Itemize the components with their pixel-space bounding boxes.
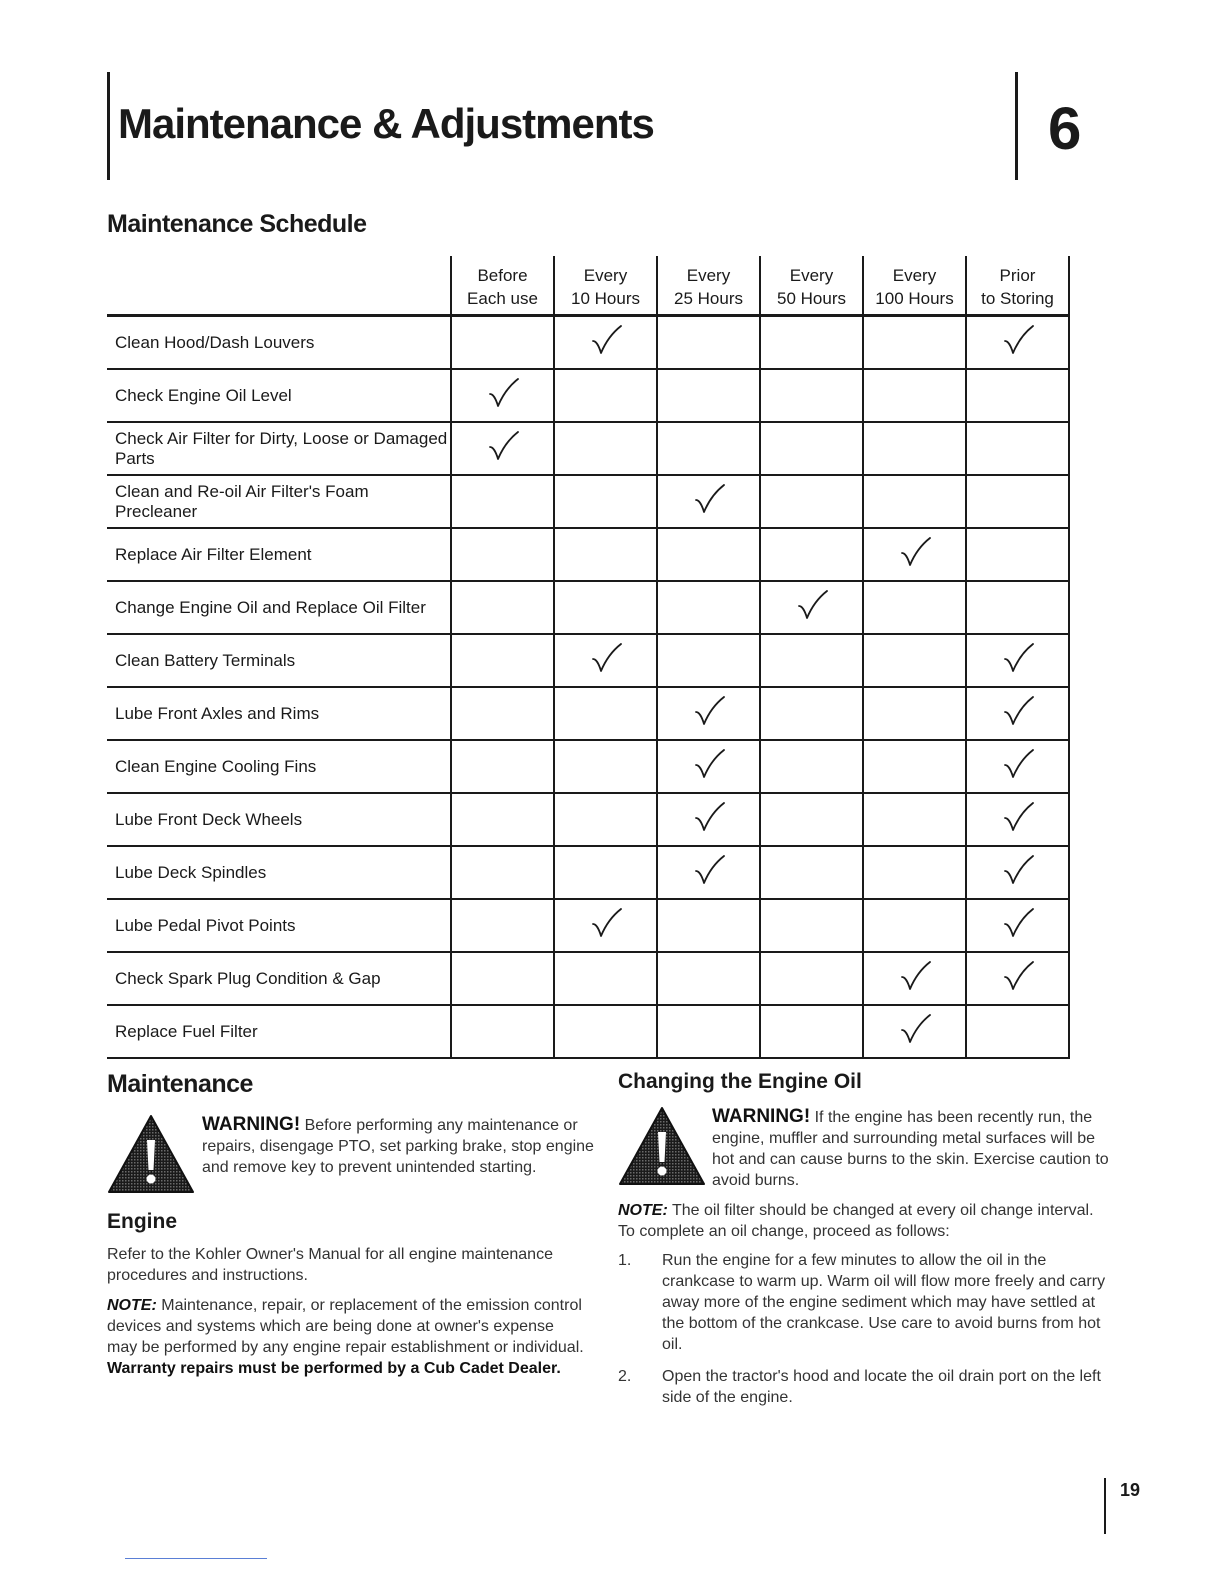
- table-row: [107, 528, 1069, 581]
- interval-header-line1: Every: [583, 266, 628, 285]
- interval-cell: [760, 422, 863, 475]
- interval-cell: [760, 952, 863, 1005]
- chapter-number: 6: [1048, 95, 1082, 162]
- note-label: NOTE:: [107, 1297, 157, 1314]
- interval-cell: [554, 793, 657, 846]
- interval-cell: [451, 316, 554, 370]
- task-cell: Replace Fuel Filter: [107, 1005, 451, 1058]
- checkmark-icon: [590, 642, 622, 674]
- interval-cell: [451, 793, 554, 846]
- interval-cell: [657, 422, 760, 475]
- interval-cell: [554, 422, 657, 475]
- interval-header-line2: 25 Hours: [674, 289, 743, 308]
- table-row: [107, 316, 1069, 370]
- interval-column-header: [554, 256, 657, 316]
- interval-cell: [863, 369, 966, 422]
- schedule-body: [107, 316, 1069, 1059]
- interval-column-header: [760, 256, 863, 316]
- interval-header-line2: 10 Hours: [571, 289, 640, 308]
- note-label: NOTE:: [618, 1202, 668, 1219]
- interval-cell: [863, 1005, 966, 1058]
- interval-cell: [657, 740, 760, 793]
- checkmark-icon: [693, 854, 725, 886]
- changing-oil-heading: Changing the Engine Oil: [618, 1070, 862, 1093]
- checkmark-icon: [899, 960, 931, 992]
- checkmark-icon: [1002, 854, 1034, 886]
- interval-header-line2: 50 Hours: [777, 289, 846, 308]
- schedule-header-row: [107, 256, 1069, 316]
- task-cell: Lube Deck Spindles: [107, 846, 451, 899]
- checkmark-icon: [487, 430, 519, 462]
- table-row: [107, 793, 1069, 846]
- interval-column-header: [657, 256, 760, 316]
- interval-cell: [657, 1005, 760, 1058]
- interval-cell: [451, 1005, 554, 1058]
- task-cell: Lube Pedal Pivot Points: [107, 899, 451, 952]
- checkmark-icon: [487, 377, 519, 409]
- interval-cell: [760, 528, 863, 581]
- interval-cell: [657, 793, 760, 846]
- interval-cell: [657, 687, 760, 740]
- interval-cell: [966, 316, 1069, 370]
- interval-cell: [554, 634, 657, 687]
- schedule-title: Maintenance Schedule: [107, 210, 367, 238]
- task-cell: Clean Hood/Dash Louvers: [107, 316, 451, 370]
- task-cell: Change Engine Oil and Replace Oil Filter: [107, 581, 451, 634]
- interval-cell: [657, 846, 760, 899]
- task-cell: Replace Air Filter Element: [107, 528, 451, 581]
- interval-cell: [451, 475, 554, 528]
- note-text: The oil filter should be changed at every oil change interval. To complete an oil change, proceed as follows:: [618, 1202, 1094, 1240]
- interval-cell: [554, 1005, 657, 1058]
- maintenance-schedule-table: [107, 256, 1070, 1059]
- task-cell: Check Air Filter for Dirty, Loose or Damaged Parts: [107, 422, 451, 475]
- interval-cell: [451, 422, 554, 475]
- interval-column-header: [966, 256, 1069, 316]
- interval-cell: [966, 952, 1069, 1005]
- page-title: Maintenance & Adjustments: [118, 100, 654, 147]
- interval-cell: [657, 316, 760, 370]
- interval-cell: [966, 899, 1069, 952]
- interval-header-line1: Before: [477, 266, 528, 285]
- interval-cell: [657, 634, 760, 687]
- interval-cell: [966, 475, 1069, 528]
- interval-cell: [657, 475, 760, 528]
- interval-cell: [760, 793, 863, 846]
- interval-cell: [451, 899, 554, 952]
- checkmark-icon: [1002, 324, 1034, 356]
- interval-header-line1: Every: [892, 266, 937, 285]
- page-number: 19: [1120, 1480, 1141, 1500]
- table-row: [107, 899, 1069, 952]
- interval-cell: [966, 369, 1069, 422]
- step-item: [618, 1366, 1112, 1410]
- interval-cell: [760, 316, 863, 370]
- table-row: [107, 581, 1069, 634]
- checkmark-icon: [590, 907, 622, 939]
- note-bold-text: Warranty repairs must be performed by a Cub Cadet Dealer.: [107, 1360, 561, 1377]
- header-rule-left: [107, 72, 110, 180]
- task-column-header: [107, 256, 451, 316]
- interval-column-header: [863, 256, 966, 316]
- interval-cell: [451, 952, 554, 1005]
- interval-cell: [863, 793, 966, 846]
- maintenance-warning: [202, 1114, 596, 1178]
- checkmark-icon: [1002, 642, 1034, 674]
- interval-cell: [863, 634, 966, 687]
- checkmark-icon: [1002, 907, 1034, 939]
- interval-cell: [760, 687, 863, 740]
- checkmark-icon: [899, 1013, 931, 1045]
- interval-cell: [554, 687, 657, 740]
- interval-cell: [451, 369, 554, 422]
- warning-label: WARNING!: [712, 1106, 811, 1127]
- warning-triangle-icon: [618, 1106, 706, 1186]
- interval-cell: [863, 316, 966, 370]
- interval-cell: [863, 899, 966, 952]
- interval-cell: [657, 952, 760, 1005]
- checkmark-icon: [590, 324, 622, 356]
- interval-column-header: [451, 256, 554, 316]
- changing-oil-warning: [712, 1106, 1112, 1191]
- interval-cell: [966, 740, 1069, 793]
- interval-cell: [451, 740, 554, 793]
- interval-cell: [451, 581, 554, 634]
- task-cell: Clean Engine Cooling Fins: [107, 740, 451, 793]
- task-cell: Clean and Re-oil Air Filter's Foam Precleaner: [107, 475, 451, 528]
- warning-label: WARNING!: [202, 1114, 301, 1135]
- interval-cell: [863, 687, 966, 740]
- step-number: 2.: [618, 1368, 632, 1385]
- checkmark-icon: [693, 801, 725, 833]
- task-cell: Check Spark Plug Condition & Gap: [107, 952, 451, 1005]
- interval-cell: [554, 581, 657, 634]
- interval-cell: [657, 899, 760, 952]
- interval-header-line1: Every: [686, 266, 731, 285]
- interval-cell: [760, 740, 863, 793]
- interval-cell: [760, 581, 863, 634]
- warning-text: Before performing any maintenance or repairs, disengage PTO, set parking brake, stop engine and remove key to prevent unintended starting.: [202, 1117, 594, 1176]
- interval-cell: [760, 846, 863, 899]
- warning-text: If the engine has been recently run, the engine, muffler and surrounding metal surfaces will be hot and can cause burns to the skin. Exercise caution to avoid burns.: [712, 1109, 1109, 1189]
- table-row: [107, 687, 1069, 740]
- table-row: [107, 422, 1069, 475]
- task-cell: Check Engine Oil Level: [107, 369, 451, 422]
- engine-note: [107, 1295, 587, 1379]
- interval-cell: [451, 846, 554, 899]
- interval-cell: [554, 316, 657, 370]
- interval-cell: [451, 634, 554, 687]
- footer-line: [125, 1558, 267, 1559]
- checkmark-icon: [1002, 801, 1034, 833]
- interval-cell: [451, 687, 554, 740]
- interval-cell: [554, 528, 657, 581]
- maintenance-heading: Maintenance: [107, 1070, 253, 1098]
- interval-cell: [863, 581, 966, 634]
- interval-cell: [760, 475, 863, 528]
- checkmark-icon: [693, 748, 725, 780]
- note-text: Maintenance, repair, or replacement of the emission control devices and systems which are being done at owner's expense may be performed by any engine repair establishment or individual.: [107, 1297, 584, 1356]
- checkmark-icon: [693, 483, 725, 515]
- interval-cell: [966, 793, 1069, 846]
- interval-cell: [966, 581, 1069, 634]
- interval-header-line2: 100 Hours: [875, 289, 954, 308]
- interval-cell: [451, 528, 554, 581]
- interval-cell: [966, 687, 1069, 740]
- table-row: [107, 369, 1069, 422]
- table-row: [107, 475, 1069, 528]
- interval-cell: [966, 846, 1069, 899]
- checkmark-icon: [796, 589, 828, 621]
- interval-header-line1: Prior: [999, 266, 1036, 285]
- task-cell: Lube Front Axles and Rims: [107, 687, 451, 740]
- table-row: [107, 846, 1069, 899]
- interval-cell: [760, 369, 863, 422]
- interval-cell: [863, 740, 966, 793]
- interval-header-line2: Each use: [467, 289, 538, 308]
- interval-cell: [966, 634, 1069, 687]
- interval-cell: [554, 899, 657, 952]
- interval-cell: [657, 528, 760, 581]
- interval-cell: [966, 1005, 1069, 1058]
- interval-cell: [554, 369, 657, 422]
- checkmark-icon: [1002, 695, 1034, 727]
- checkmark-icon: [899, 536, 931, 568]
- interval-cell: [863, 952, 966, 1005]
- step-text: Open the tractor's hood and locate the oil drain port on the left side of the engine.: [662, 1368, 1101, 1406]
- interval-cell: [554, 846, 657, 899]
- interval-cell: [657, 581, 760, 634]
- interval-cell: [554, 952, 657, 1005]
- interval-header-line1: Every: [789, 266, 834, 285]
- interval-cell: [760, 634, 863, 687]
- interval-cell: [863, 528, 966, 581]
- step-text: Run the engine for a few minutes to allow the oil in the crankcase to warm up. Warm oil will flow more freely and carry away more of the engine sediment which may have settled at the bottom of the crankcase. Use care to avoid burns from hot oil.: [662, 1252, 1106, 1353]
- interval-cell: [966, 422, 1069, 475]
- interval-header-line2: to Storing: [981, 289, 1054, 308]
- engine-heading: Engine: [107, 1210, 178, 1233]
- checkmark-icon: [693, 695, 725, 727]
- checkmark-icon: [1002, 748, 1034, 780]
- table-row: [107, 740, 1069, 793]
- checkmark-icon: [1002, 960, 1034, 992]
- task-cell: Lube Front Deck Wheels: [107, 793, 451, 846]
- interval-cell: [966, 528, 1069, 581]
- interval-cell: [863, 846, 966, 899]
- interval-cell: [760, 899, 863, 952]
- interval-cell: [863, 422, 966, 475]
- interval-cell: [863, 475, 966, 528]
- step-number: 1.: [618, 1252, 632, 1269]
- engine-text: Refer to the Kohler Owner's Manual for all engine maintenance procedures and instructions.: [107, 1246, 553, 1284]
- table-row: [107, 1005, 1069, 1058]
- header-rule-right: [1015, 72, 1018, 180]
- interval-cell: [554, 740, 657, 793]
- interval-cell: [657, 369, 760, 422]
- page-number-rule: [1104, 1478, 1106, 1534]
- step-item: [618, 1250, 1112, 1360]
- interval-cell: [554, 475, 657, 528]
- oil-filter-note: [618, 1200, 1112, 1242]
- task-cell: Clean Battery Terminals: [107, 634, 451, 687]
- table-row: [107, 634, 1069, 687]
- table-row: [107, 952, 1069, 1005]
- warning-triangle-icon: [107, 1114, 195, 1194]
- interval-cell: [760, 1005, 863, 1058]
